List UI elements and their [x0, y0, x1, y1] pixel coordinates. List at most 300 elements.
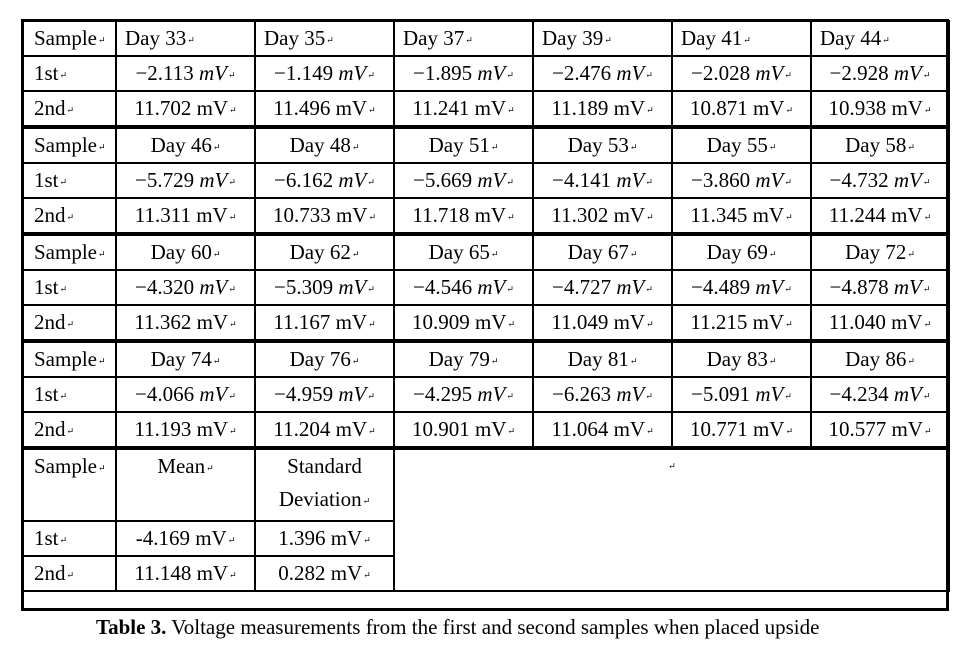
day-label: Day 76 [289, 347, 351, 371]
sample-header-cell [23, 448, 116, 521]
unit-label: mV [338, 382, 367, 406]
day-header-cell [811, 234, 949, 270]
caption-text: Voltage measurements from the first and second samples when placed upside [171, 615, 820, 639]
paragraph-mark: ↵ [367, 390, 375, 401]
voltage-value: −5.309 [274, 275, 334, 299]
second-sample-value-cell [116, 198, 255, 234]
voltage-value: −5.669 [413, 168, 473, 192]
day-header-cell [116, 341, 255, 377]
paragraph-mark: ↵ [784, 69, 792, 80]
voltage-value: 11.193 [134, 417, 192, 441]
voltage-value: 11.241 [412, 96, 470, 120]
paragraph-mark: ↵ [629, 248, 638, 259]
first-sample-value-cell [811, 163, 949, 198]
day-header-cell [116, 127, 255, 163]
paragraph-mark: ↵ [604, 34, 612, 45]
first-sample-value-cell [533, 270, 672, 305]
unit-label: mV [893, 275, 922, 299]
row-label: 2nd [34, 203, 66, 227]
voltage-value: −4.066 [135, 382, 195, 406]
second-sample-value-cell [672, 91, 811, 127]
paragraph-mark: ↵ [923, 425, 932, 436]
first-sample-value-cell [255, 377, 394, 412]
paragraph-mark: ↵ [784, 390, 792, 401]
voltage-value: 10.771 [689, 417, 748, 441]
first-sample-value-cell [533, 377, 672, 412]
second-mean-cell [116, 556, 255, 591]
day-label: Day 44 [820, 26, 882, 50]
paragraph-mark: ↵ [66, 211, 75, 222]
first-sample-label-cell [23, 56, 116, 91]
unit-label: mV [477, 275, 506, 299]
unit-label: mV [477, 168, 506, 192]
paragraph-mark: ↵ [59, 534, 68, 545]
paragraph-mark: ↵ [66, 569, 75, 580]
day-label: Day 72 [845, 240, 907, 264]
voltage-value: 11.302 [551, 203, 609, 227]
unit-label: mV [474, 203, 507, 227]
paragraph-mark: ↵ [629, 141, 638, 152]
paragraph-mark: ↵ [98, 355, 106, 366]
unit-label: mV [613, 96, 646, 120]
first-sample-value-cell [672, 56, 811, 91]
voltage-value: −2.928 [829, 61, 889, 85]
unit-label: mV [616, 61, 645, 85]
first-sample-value-cell [116, 56, 255, 91]
day-header-cell [533, 341, 672, 377]
unit-label: mV [474, 96, 507, 120]
mean-header-cell [116, 448, 255, 521]
day-label: Day 41 [681, 26, 743, 50]
day-label: Day 37 [403, 26, 465, 50]
paragraph-mark: ↵ [490, 248, 499, 259]
first-sample-value-cell [811, 56, 949, 91]
day-header-cell [394, 127, 533, 163]
unit-label: mV [199, 275, 228, 299]
second-sample-value-cell [116, 412, 255, 448]
paragraph-mark: ↵ [882, 34, 890, 45]
day-label: Day 81 [567, 347, 629, 371]
paragraph-mark: ↵ [351, 248, 360, 259]
row-label: 2nd [34, 417, 66, 441]
first-sample-value-cell [394, 56, 533, 91]
table-row [23, 305, 949, 341]
std-label-line2: Deviation [278, 487, 362, 511]
first-sample-value-cell [255, 56, 394, 91]
unit-label: mV [891, 310, 923, 334]
std-value: 1.396 mV [278, 526, 363, 550]
paragraph-mark: ↵ [490, 355, 499, 366]
second-sample-value-cell [394, 91, 533, 127]
paragraph-mark: ↵ [98, 141, 106, 152]
unit-label: mV [891, 96, 923, 120]
unit-label: mV [752, 96, 785, 120]
paragraph-mark: ↵ [363, 534, 371, 545]
voltage-value: 10.577 [828, 417, 887, 441]
paragraph-mark: ↵ [66, 425, 75, 436]
unit-label: mV [335, 417, 368, 441]
second-sample-value-cell [533, 91, 672, 127]
table-header-row [23, 234, 949, 270]
first-sample-value-cell [116, 377, 255, 412]
day-label: Day 55 [706, 133, 768, 157]
voltage-value: −4.295 [413, 382, 473, 406]
paragraph-mark: ↵ [363, 569, 371, 580]
sample-label: Sample [34, 26, 97, 50]
unit-label: mV [477, 61, 506, 85]
paragraph-mark: ↵ [784, 176, 792, 187]
paragraph-mark: ↵ [785, 425, 794, 436]
paragraph-mark: ↵ [645, 390, 653, 401]
first-sample-label-cell [23, 163, 116, 198]
table-row [23, 56, 949, 91]
paragraph-mark: ↵ [66, 104, 75, 115]
unit-label: mV [338, 168, 367, 192]
std-value: 0.282 mV [278, 561, 363, 585]
paragraph-mark: ↵ [907, 141, 915, 152]
paragraph-mark: ↵ [907, 248, 915, 259]
voltage-value: −3.860 [691, 168, 751, 192]
day-label: Day 67 [567, 240, 629, 264]
unit-label: mV [335, 203, 368, 227]
voltage-value: −4.320 [135, 275, 195, 299]
sample-label: Sample [34, 454, 97, 478]
voltage-value: 10.938 [828, 96, 887, 120]
paragraph-mark: ↵ [66, 318, 75, 329]
paragraph-mark: ↵ [768, 248, 777, 259]
paragraph-mark: ↵ [922, 283, 931, 294]
unit-label: mV [616, 168, 645, 192]
second-sample-value-cell [394, 412, 533, 448]
voltage-value: 10.909 [411, 310, 470, 334]
second-sample-value-cell [811, 91, 949, 127]
day-label: Day 62 [289, 240, 351, 264]
second-sample-label-cell [23, 305, 116, 341]
first-sample-value-cell [116, 270, 255, 305]
first-sample-value-cell [811, 377, 949, 412]
unit-label: mV [891, 203, 923, 227]
sample-header-cell [23, 341, 116, 377]
paragraph-mark: ↵ [768, 355, 777, 366]
voltage-value: −2.028 [691, 61, 751, 85]
unit-label: mV [338, 61, 367, 85]
voltage-value: 11.496 [273, 96, 331, 120]
sample-label: Sample [34, 240, 97, 264]
paragraph-mark: ↵ [367, 176, 375, 187]
paragraph-mark: ↵ [785, 211, 793, 222]
voltage-value: −1.149 [274, 61, 334, 85]
paragraph-mark: ↵ [229, 425, 237, 436]
unit-label: mV [335, 96, 368, 120]
day-header-cell [255, 234, 394, 270]
paragraph-mark: ↵ [646, 104, 654, 115]
paragraph-mark: ↵ [629, 355, 638, 366]
paragraph-mark: ↵ [98, 34, 106, 45]
unit-label: mV [196, 417, 229, 441]
voltage-value: 10.871 [689, 96, 748, 120]
paragraph-mark: ↵ [907, 355, 915, 366]
paragraph-mark: ↵ [645, 69, 653, 80]
paragraph-mark: ↵ [212, 248, 221, 259]
paragraph-mark: ↵ [229, 569, 237, 580]
voltage-value: 11.311 [134, 203, 191, 227]
second-sample-value-cell [672, 198, 811, 234]
summary-header-row [23, 448, 949, 521]
second-sample-value-cell [811, 198, 949, 234]
first-sample-value-cell [672, 377, 811, 412]
first-sample-value-cell [672, 270, 811, 305]
first-sample-value-cell [672, 163, 811, 198]
paragraph-mark: ↵ [785, 318, 793, 329]
unit-label: mV [752, 310, 785, 334]
paragraph-mark: ↵ [507, 318, 516, 329]
day-label: Day 65 [428, 240, 490, 264]
voltage-value: 11.189 [551, 96, 609, 120]
second-sample-value-cell [116, 91, 255, 127]
voltage-value: 10.901 [411, 417, 470, 441]
paragraph-mark: ↵ [362, 495, 371, 506]
paragraph-mark: ↵ [923, 104, 932, 115]
mean-label: Mean [157, 454, 206, 478]
day-header-cell [394, 341, 533, 377]
day-header-cell [811, 127, 949, 163]
day-header-cell [116, 234, 255, 270]
paragraph-mark: ↵ [228, 176, 236, 187]
table-caption [96, 615, 819, 640]
voltage-value: −4.489 [691, 275, 751, 299]
table-row [23, 412, 949, 448]
voltage-table [22, 20, 950, 592]
paragraph-mark: ↵ [922, 69, 931, 80]
row-label: 1st [34, 382, 59, 406]
paragraph-mark: ↵ [506, 176, 514, 187]
voltage-value: −2.113 [135, 61, 194, 85]
first-sample-value-cell [255, 163, 394, 198]
paragraph-mark: ↵ [368, 425, 376, 436]
unit-label: mV [196, 310, 229, 334]
paragraph-mark: ↵ [506, 283, 514, 294]
sample-header-cell [23, 127, 116, 163]
day-header-cell [255, 127, 394, 163]
day-label: Day 79 [428, 347, 490, 371]
unit-label: mV [755, 168, 784, 192]
unit-label: mV [613, 417, 646, 441]
unit-label: mV [338, 275, 367, 299]
caption-label: Table 3. [96, 615, 167, 639]
paragraph-mark: ↵ [187, 34, 195, 45]
row-label: 2nd [34, 310, 66, 334]
sample-header-cell [23, 21, 116, 56]
row-label: 2nd [34, 561, 66, 585]
std-header-cell [255, 448, 394, 521]
row-label: 1st [34, 275, 59, 299]
second-sample-value-cell [394, 198, 533, 234]
table-header-row [23, 21, 949, 56]
paragraph-mark: ↵ [506, 69, 514, 80]
paragraph-mark: ↵ [228, 390, 236, 401]
second-sample-value-cell [533, 198, 672, 234]
voltage-value: 11.244 [828, 203, 886, 227]
second-sample-value-cell [255, 305, 394, 341]
paragraph-mark: ↵ [923, 318, 932, 329]
voltage-value: −6.263 [552, 382, 612, 406]
paragraph-mark: ↵ [368, 318, 376, 329]
paragraph-mark: ↵ [206, 462, 214, 473]
table-header-row [23, 127, 949, 163]
paragraph-mark: ↵ [229, 318, 237, 329]
paragraph-mark: ↵ [923, 211, 932, 222]
day-header-cell [533, 234, 672, 270]
day-header-cell [672, 234, 811, 270]
paragraph-mark: ↵ [646, 211, 654, 222]
voltage-value: −4.732 [829, 168, 889, 192]
table-row [23, 163, 949, 198]
sample-label: Sample [34, 347, 97, 371]
unit-label: mV [613, 310, 646, 334]
paragraph-mark: ↵ [368, 104, 376, 115]
second-sample-label-cell [23, 91, 116, 127]
day-header-cell [672, 21, 811, 56]
voltage-value: 11.040 [828, 310, 886, 334]
unit-label: mV [474, 310, 507, 334]
voltage-value: 11.204 [273, 417, 331, 441]
second-sample-value-cell [811, 412, 949, 448]
unit-label: mV [755, 61, 784, 85]
day-header-cell [672, 127, 811, 163]
first-sample-label-cell [23, 377, 116, 412]
day-header-cell [394, 21, 533, 56]
unit-label: mV [474, 417, 507, 441]
unit-label: mV [477, 382, 506, 406]
second-std-cell [255, 556, 394, 591]
second-sample-value-cell [394, 305, 533, 341]
paragraph-mark: ↵ [227, 534, 236, 545]
paragraph-mark: ↵ [228, 211, 237, 222]
paragraph-mark: ↵ [229, 104, 237, 115]
day-label: Day 33 [125, 26, 187, 50]
mean-value: 11.148 mV [134, 561, 229, 585]
row-label: 1st [34, 168, 59, 192]
day-label: Day 35 [264, 26, 326, 50]
voltage-value: 10.733 [272, 203, 331, 227]
voltage-value: 11.064 [551, 417, 609, 441]
paragraph-mark: ↵ [367, 283, 375, 294]
second-sample-value-cell [116, 305, 255, 341]
unit-label: mV [199, 382, 228, 406]
day-label: Day 60 [150, 240, 212, 264]
second-sample-label-cell [23, 556, 116, 591]
empty-summary-area [394, 448, 949, 591]
day-label: Day 69 [706, 240, 768, 264]
day-label: Day 86 [845, 347, 907, 371]
paragraph-mark: ↵ [212, 141, 221, 152]
table-header-row [23, 341, 949, 377]
voltage-value: −4.727 [552, 275, 612, 299]
paragraph-mark: ↵ [668, 460, 676, 471]
day-label: Day 58 [845, 133, 907, 157]
sample-header-cell [23, 234, 116, 270]
unit-label: mV [893, 61, 922, 85]
voltage-value: 11.362 [134, 310, 192, 334]
first-sample-value-cell [533, 56, 672, 91]
unit-label: mV [196, 96, 229, 120]
day-label: Day 48 [289, 133, 351, 157]
paragraph-mark: ↵ [922, 390, 931, 401]
paragraph-mark: ↵ [465, 34, 473, 45]
paragraph-mark: ↵ [507, 104, 515, 115]
paragraph-mark: ↵ [506, 390, 514, 401]
voltage-value: −1.895 [413, 61, 473, 85]
second-sample-value-cell [811, 305, 949, 341]
second-sample-value-cell [533, 305, 672, 341]
table-row [23, 377, 949, 412]
unit-label: mV [335, 310, 368, 334]
day-header-cell [811, 341, 949, 377]
voltage-value: 11.702 [134, 96, 192, 120]
voltage-value: −2.476 [552, 61, 612, 85]
unit-label: mV [755, 382, 784, 406]
table-row [23, 198, 949, 234]
table-body [23, 21, 949, 591]
first-sample-value-cell [533, 163, 672, 198]
paragraph-mark: ↵ [367, 69, 375, 80]
paragraph-mark: ↵ [743, 34, 751, 45]
first-sample-label-cell [23, 270, 116, 305]
paragraph-mark: ↵ [507, 211, 515, 222]
first-sample-value-cell [394, 163, 533, 198]
voltage-value: −4.141 [552, 168, 612, 192]
second-sample-value-cell [672, 412, 811, 448]
second-sample-value-cell [255, 91, 394, 127]
unit-label: mV [893, 168, 922, 192]
std-label-line1: Standard [287, 454, 362, 478]
first-sample-value-cell [394, 377, 533, 412]
day-header-cell [116, 21, 255, 56]
first-sample-value-cell [811, 270, 949, 305]
day-label: Day 51 [428, 133, 490, 157]
day-label: Day 83 [706, 347, 768, 371]
day-label: Day 39 [542, 26, 604, 50]
paragraph-mark: ↵ [98, 248, 106, 259]
voltage-value: −5.091 [691, 382, 751, 406]
table-row [23, 91, 949, 127]
unit-label: mV [755, 275, 784, 299]
unit-label: mV [893, 382, 922, 406]
day-label: Day 53 [567, 133, 629, 157]
paragraph-mark: ↵ [922, 176, 931, 187]
voltage-value: 11.718 [412, 203, 470, 227]
first-mean-cell [116, 521, 255, 556]
paragraph-mark: ↵ [351, 355, 360, 366]
day-label: Day 74 [150, 347, 212, 371]
voltage-value: −5.729 [135, 168, 195, 192]
day-header-cell [533, 127, 672, 163]
paragraph-mark: ↵ [784, 283, 792, 294]
voltage-value: −4.234 [829, 382, 889, 406]
first-std-cell [255, 521, 394, 556]
paragraph-mark: ↵ [212, 355, 221, 366]
unit-label: mV [891, 417, 923, 441]
sample-label: Sample [34, 133, 97, 157]
mean-value: -4.169 mV [135, 526, 227, 550]
day-label: Day 46 [150, 133, 212, 157]
day-header-cell [533, 21, 672, 56]
paragraph-mark: ↵ [645, 176, 653, 187]
second-sample-label-cell [23, 412, 116, 448]
row-label: 1st [34, 526, 59, 550]
table-row [23, 270, 949, 305]
paragraph-mark: ↵ [98, 462, 106, 473]
